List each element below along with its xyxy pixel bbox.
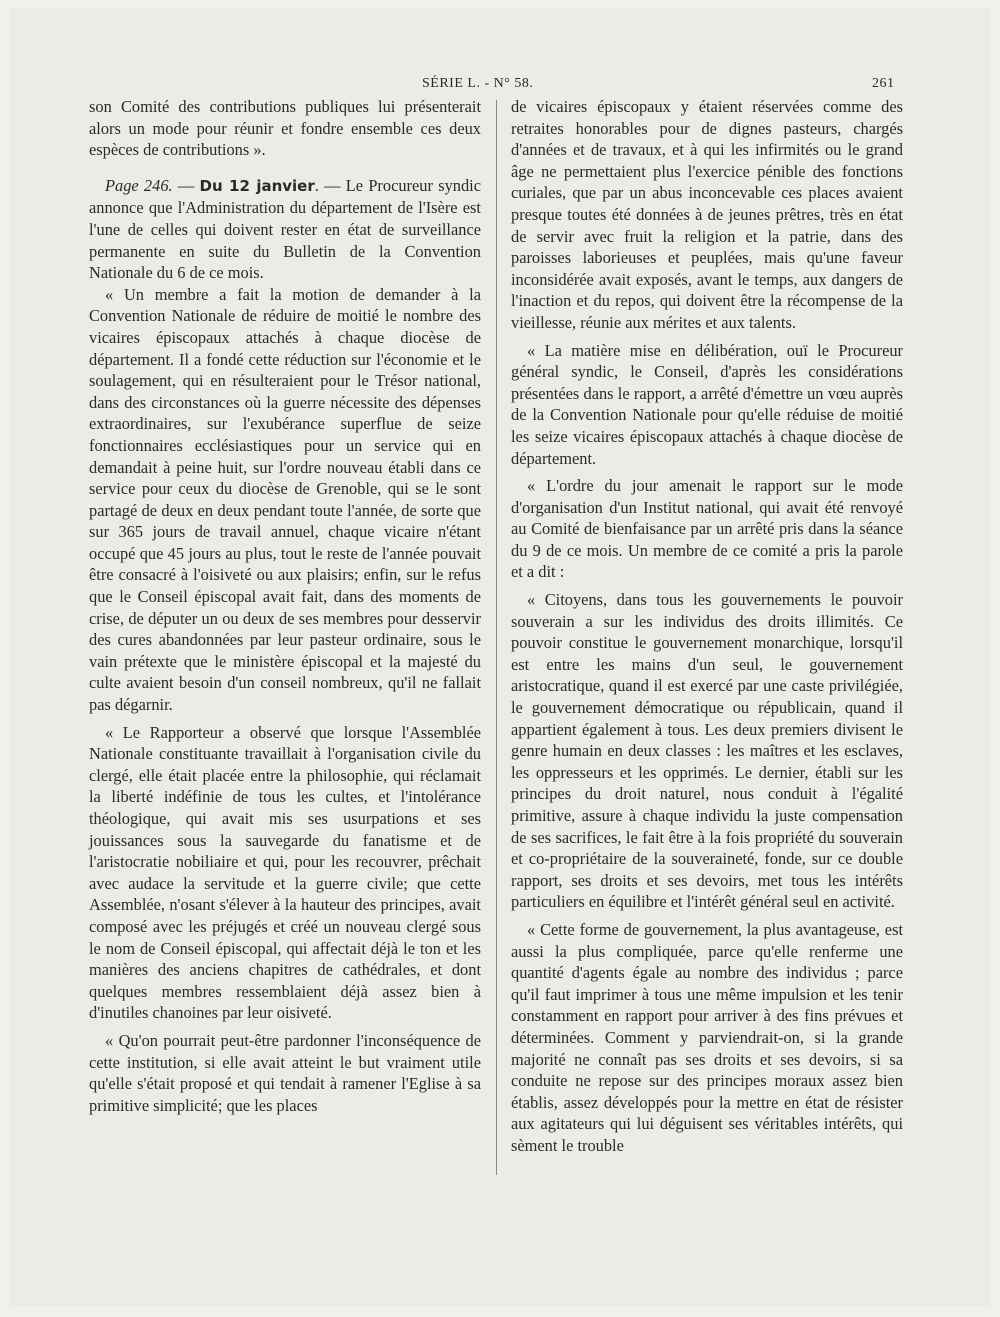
paragraph: « Cette forme de gouvernement, la plus avantageuse, est aussi la plus compliquée, parce qu'elle renferme une quantité d'agents égale au nombre des individus ; parce qu'il faut imprimer à tous une même impulsion et les tenir constamment en rapport pour arriver à des fins prévues et déterminées. Comment y parviendrait-on, si la grande majorité ne connaît pas ses droits et ses devoirs, si sa conduite ne repose sur des principes moraux assez bien établis, assez développés pour la mettre en état de résister aux agitateurs qui lui déguisent ses véritables intérêts, qui sèment le trouble — [511, 919, 903, 1155]
paragraph: « Le Rapporteur a observé que lorsque l'Assemblée Nationale constituante travaillait à l'organisation civile du clergé, elle était placée entre la philosophie, qui réclamait la liberté indéfinie de tous les cultes, et l'intolérance théologique, qui avait mis ses usurpations et ses jouissances sous la sauvegarde du fanatisme et de l'aristocratie nobiliaire et qui, pour les recouvrer, prêchait avec audace la servitude et la guerre civile; que cette Assemblée, n'osant s'élever à la hauteur des principes, avait composé avec les préjugés et créé un nouveau clergé sous le nom de Conseil épiscopal, qui affectait déjà le ton et les manières des anciens chapitres de cathédrales, et dont quelques membres ressemblaient déjà assez bien à d'inutiles chanoines par leur oisiveté. — [89, 722, 481, 1023]
paragraph: de vicaires épiscopaux y étaient réservées comme des retraites honorables pour de dignes pasteurs, chargés d'années et de travaux, et à qui les infirmités ou le grand âge ne permettaient plus l'exercice pénible des fonctions curiales, que par un abus inconcevable ces places avaient presque toutes été données à de jeunes prêtres, très en état de servir avec fruit la religion et la patrie, dans des paroisses laborieuses et peuplées, mais qu'une faveur inconsidérée avait exposés, avant le temps, aux dangers de l'inaction et du repos, qui doivent être la récompense de la vieillesse, réunie aux mérites et aux talents. — [511, 97, 903, 332]
paragraph: « L'ordre du jour amenait le rapport sur le mode d'organisation d'un Institut national, qui avait été renvoyé au Comité de bienfaisance par un arrêté pris dans la séance du 9 de ce mois. Un membre de ce comité a pris la parole et a dit : — [511, 476, 903, 582]
page-reference: Page 246. — [105, 175, 173, 195]
series-label: SÉRIE L. - N° 58. — [422, 76, 534, 91]
paragraph: « Citoyens, dans tous les gouvernements le pouvoir souverain a sur les individus des droits illimités. Ce pouvoir constitue le gouvernement monarchique, lorsqu'il est entre les mains d'un seul, le gouvernement aristocratique, quand il est exercé par une caste privilégiée, le gouvernement démocratique ou républicain, quand il appartient également à tous. Les deux premiers divisent le genre humain en deux classes : les maîtres et les esclaves, les oppresseurs et les opprimés. Le dernier, établi sur les principes du droit naturel, nous conduit à l'égalité primitive, assure à chaque individu la juste compensation de ses sacrifices, le fait être à la fois propriété du souverain et co-propriétaire de la souveraineté, fonde, sur ce double rapport, ses droits et ses devoirs, met tous les intérêts particuliers en équilibre et l'intérêt général seul en activité. — [511, 590, 903, 912]
paragraph: « Qu'on pourrait peut-être pardonner l'inconséquence de cette institution, si elle avait atteint le but vraiment utile qu'elle s'était proposé et qui tendait à ramener l'Eglise à sa primitive simplicité; que les places — [89, 1030, 481, 1115]
page-header — [0, 76, 1000, 96]
dash: — — [172, 175, 200, 195]
right-column — [511, 96, 903, 1157]
date-heading: Du 12 janvier — [199, 176, 315, 195]
paragraph: son Comité des contributions publiques lui présenterait alors un mode pour réunir et fondre ensemble ces deux espèces de contributions ». — [89, 97, 481, 160]
paragraph: « Un membre a fait la motion de demander à la Convention Nationale de réduire de moitié le nombre des vicaires épiscopaux attachés à chaque diocèse de département. Il a fondé cette réduction sur l'économie et le soulagement, qui en résulteraient pour le Trésor national, dans des circonstances où la guerre nécessite des dépenses extraordinaires, sur l'exubérance superflue de seize fonctionnaires ecclésiastiques pour un service qui en demandait à peine huit, sur l'ordre nouveau établi dans ce service pour ceux du diocèse de Grenoble, qui se le sont partagé de deux en deux pendant toute l'année, de sorte que sur 365 jours de travail annuel, chaque vicaire n'étant occupé que 45 jours au plus, tout le reste de l'année pouvait être consacré à l'oisiveté ou aux plaisirs; enfin, sur le refus que le Conseil épiscopal avait fait, dans des moments de crise, de députer un ou deux de ses membres pour desservir des cures abandonnées par leur pasteur ordinaire, sous le vain prétexte que le ministère épiscopal et la majesté du culte avaient besoin d'un conseil nombreux, qu'il ne fallait pas dégarnir. — [89, 284, 481, 715]
column-divider — [496, 100, 497, 1175]
paragraph-text: . — Le Procureur syndic annonce que l'Administration du département de l'Isère est l'une de celles qui doivent rester en état de surveillance permanente en suite du Bulletin de la Convention Nationale du 6 de ce mois. — [89, 175, 481, 283]
left-column — [89, 96, 481, 1116]
paragraph — [89, 175, 481, 284]
paragraph: « La matière mise en délibération, ouï le Procureur général syndic, le Conseil, d'après les considérations présentées dans le rapport, a arrêté d'émettre un vœu auprès de la Convention Nationale pour qu'elle réduise de moitié les seize vicaires épiscopaux attachés à chaque diocèse de département. — [511, 340, 903, 468]
page-number: 261 — [872, 76, 895, 91]
